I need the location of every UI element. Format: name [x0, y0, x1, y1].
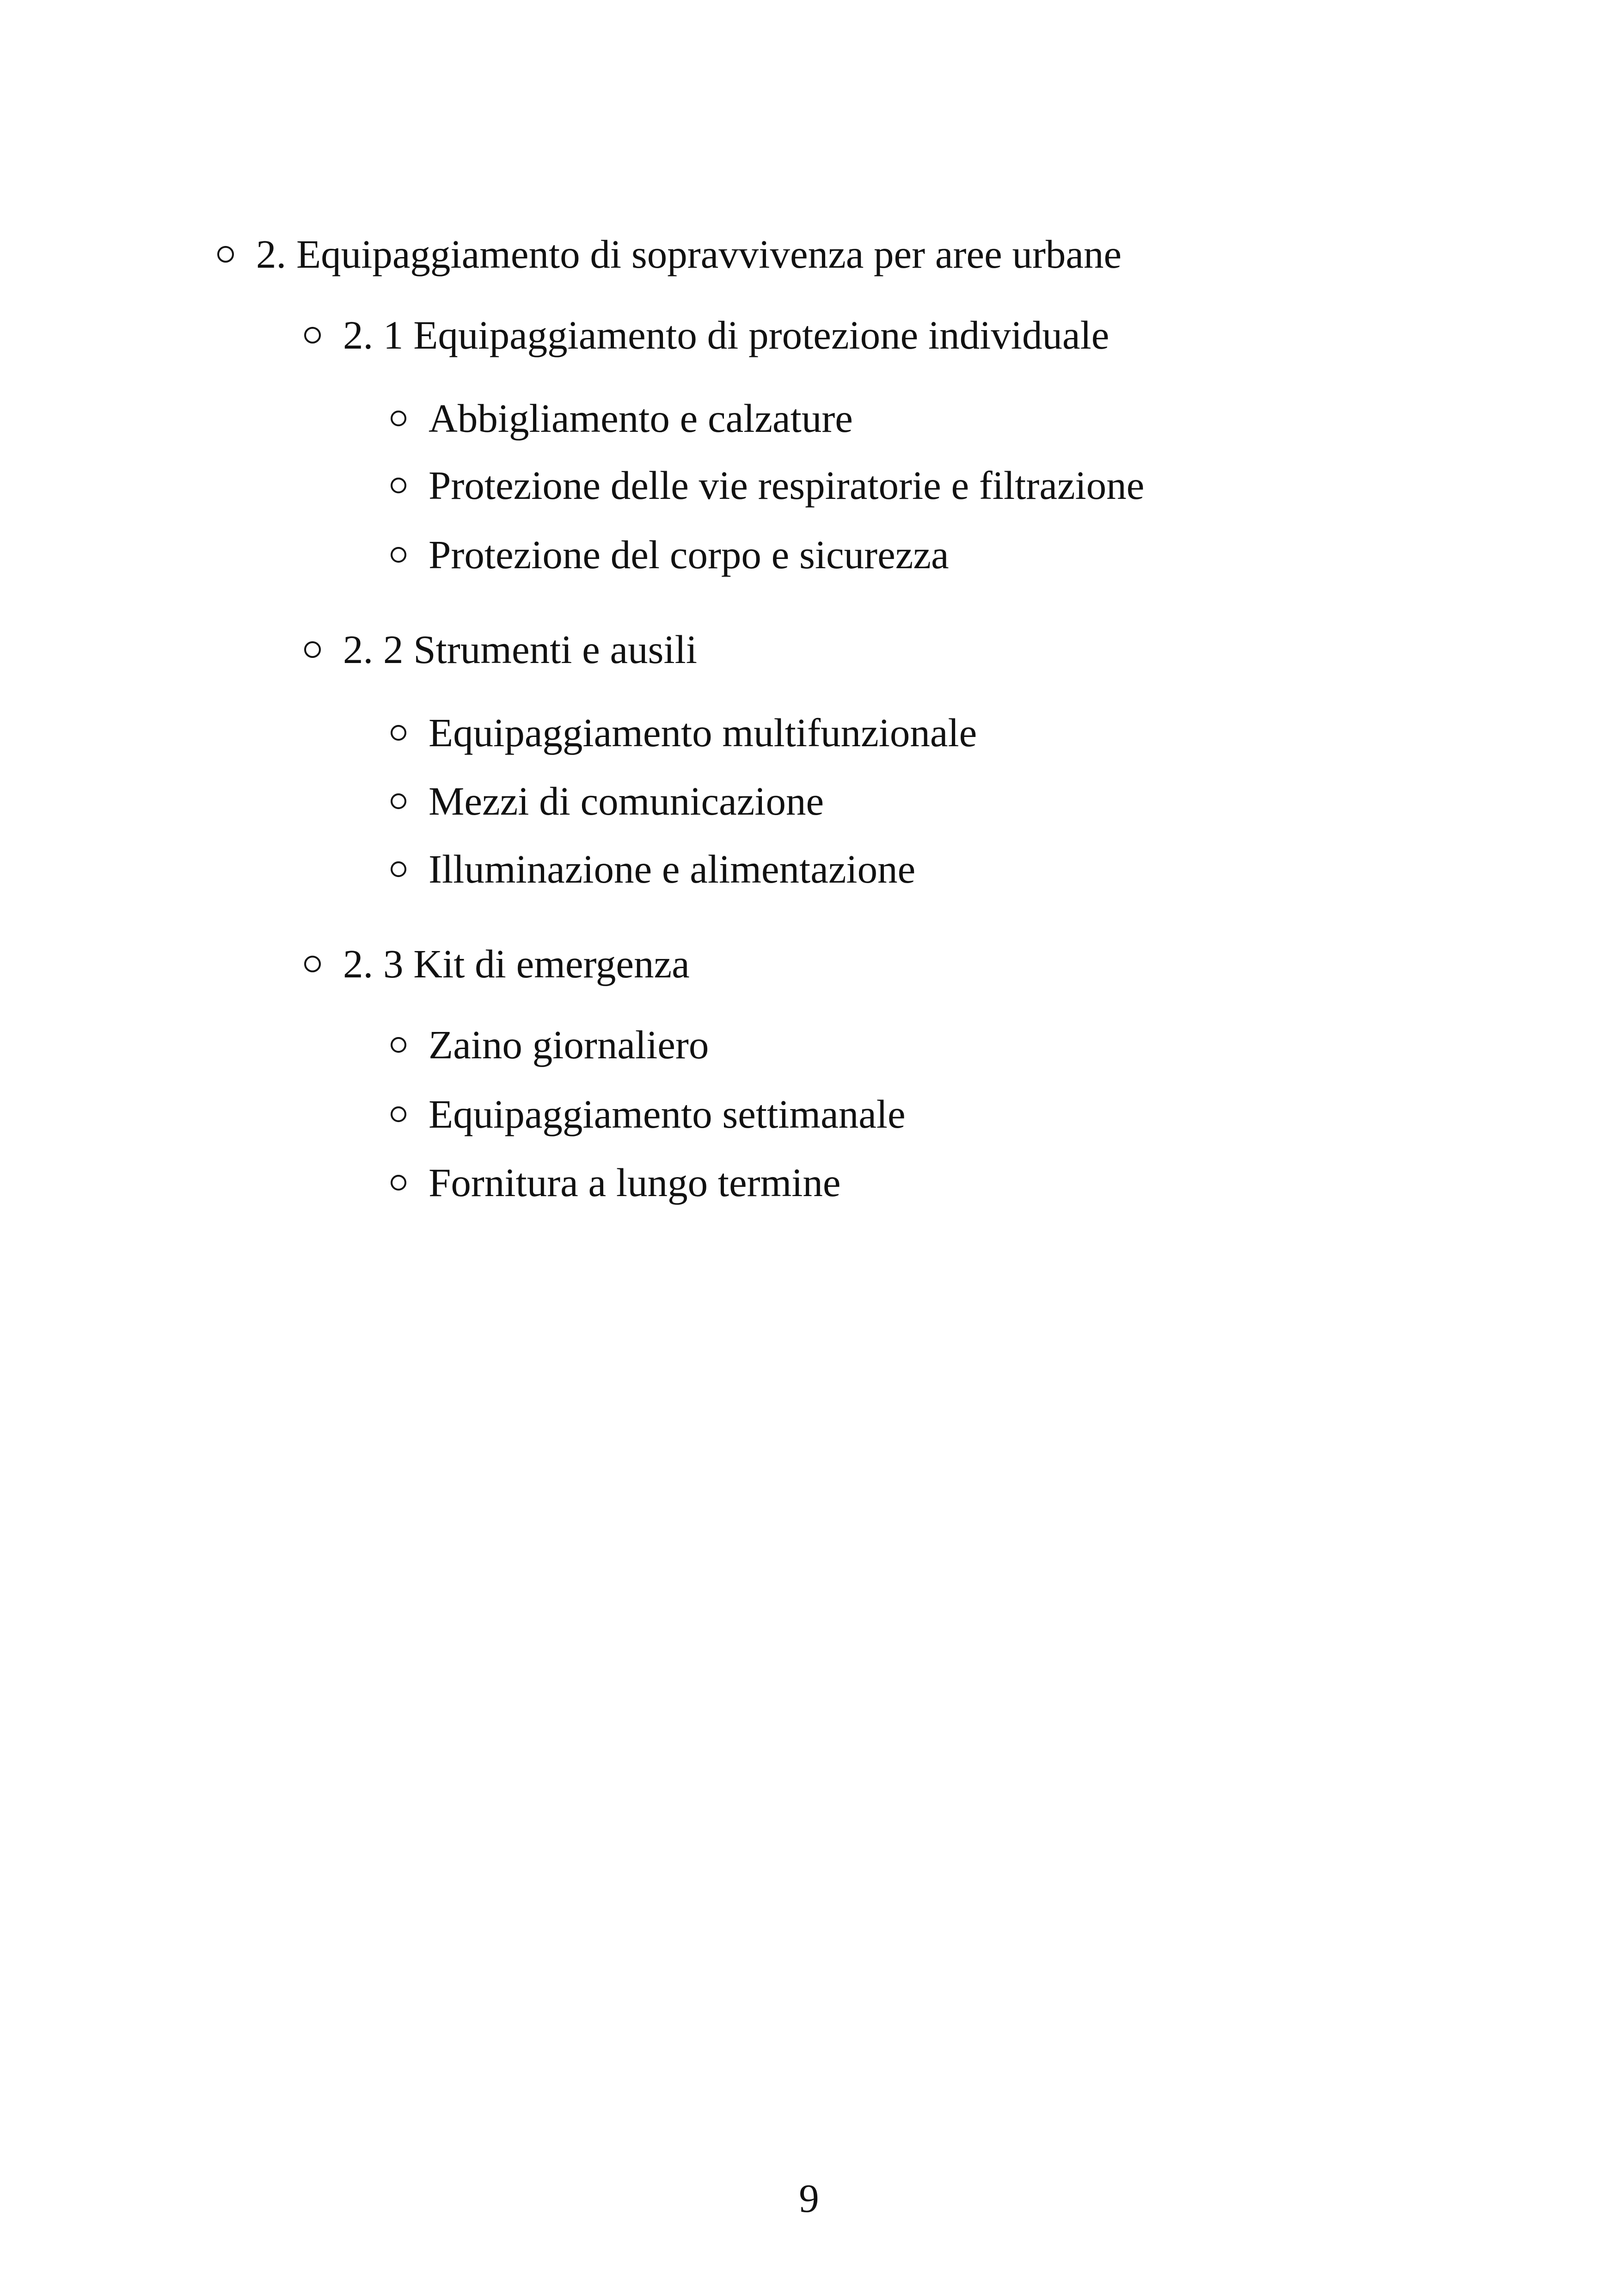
circle-bullet-icon: [304, 641, 321, 658]
circle-bullet-icon: [217, 246, 234, 263]
page-number: 9: [799, 2176, 819, 2221]
item-label: Protezione del corpo e sicurezza: [429, 532, 949, 577]
item-label: Protezione delle vie respiratorie e filtrazione: [429, 463, 1145, 508]
item-label: Illuminazione e alimentazione: [429, 847, 916, 891]
circle-bullet-icon: [391, 793, 406, 809]
circle-bullet-icon: [304, 327, 321, 344]
circle-bullet-icon: [391, 547, 406, 563]
outline-item: [391, 1019, 709, 1070]
circle-bullet-icon: [391, 861, 406, 877]
outline-item: [391, 776, 824, 827]
subsection-title: 2. 2 Strumenti e ausili: [343, 627, 698, 672]
outline-subsection: [304, 939, 690, 989]
section-title: 2. Equipaggiamento di sopravvivenza per aree urbane: [256, 232, 1122, 276]
outline-section: [217, 229, 1122, 280]
circle-bullet-icon: [391, 478, 406, 493]
circle-bullet-icon: [391, 1037, 406, 1053]
outline-item: [391, 844, 915, 895]
item-label: Zaino giornaliero: [429, 1022, 709, 1067]
subsection-title: 2. 1 Equipaggiamento di protezione individuale: [343, 313, 1109, 357]
outline-item: [391, 1157, 841, 1208]
circle-bullet-icon: [391, 725, 406, 741]
item-label: Abbigliamento e calzature: [429, 396, 853, 441]
item-label: Fornitura a lungo termine: [429, 1160, 841, 1205]
item-label: Mezzi di comunicazione: [429, 779, 824, 823]
circle-bullet-icon: [391, 1106, 406, 1122]
circle-bullet-icon: [391, 411, 406, 426]
outline-subsection: [304, 624, 697, 675]
item-label: Equipaggiamento settimanale: [429, 1092, 906, 1136]
outline-item: [391, 460, 1144, 511]
outline-subsection: [304, 310, 1109, 361]
outline-item: [391, 393, 853, 444]
circle-bullet-icon: [391, 1175, 406, 1191]
outline-item: [391, 1089, 906, 1140]
circle-bullet-icon: [304, 956, 321, 972]
subsection-title: 2. 3 Kit di emergenza: [343, 941, 690, 986]
outline-item: [391, 707, 977, 758]
outline-item: [391, 529, 949, 580]
item-label: Equipaggiamento multifunzionale: [429, 710, 977, 755]
